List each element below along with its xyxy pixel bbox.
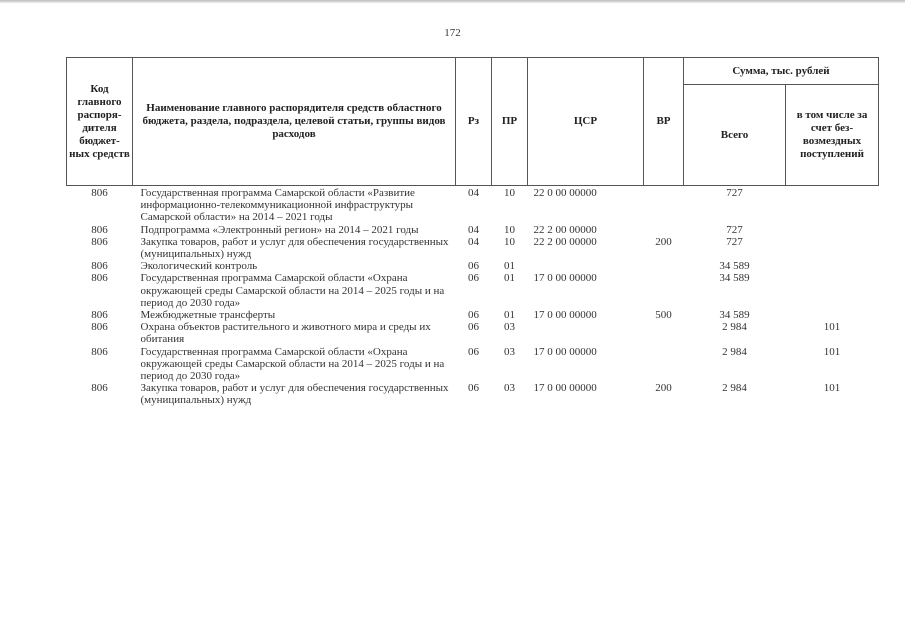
table-row — [67, 382, 879, 406]
row-total: 2 984 — [722, 321, 747, 334]
row-csr: 22 0 00 00000 — [533, 187, 597, 199]
row-total: 2 984 — [722, 345, 747, 358]
row-rz: 06 — [468, 260, 479, 273]
row-csr — [528, 321, 644, 345]
table-row — [67, 224, 879, 236]
row-code: 806 — [91, 223, 108, 236]
scan-top-edge — [0, 0, 905, 3]
budget-table — [66, 57, 879, 407]
row-total: 34 589 — [719, 260, 750, 273]
row-name: Государственная программа Самарской области «Развитие информационно-телекоммуникационной инфраструктуры Самарской области» на 2014 – 2021 годы — [140, 187, 415, 224]
row-pr: 03 — [504, 382, 515, 395]
row-code: 806 — [91, 321, 108, 334]
row-vr: 200 — [655, 382, 672, 395]
row-csr: 17 0 00 00000 — [533, 309, 597, 322]
row-csr: 17 0 00 00000 — [533, 272, 597, 285]
row-name: Охрана объектов растительного и животного мира и среды их обитания — [140, 321, 431, 346]
row-csr: 22 2 00 00000 — [533, 223, 597, 236]
row-free-funds: 101 — [823, 382, 841, 395]
row-free-funds: 101 — [823, 321, 841, 334]
header-total: Всего — [684, 85, 786, 186]
header-rz: Рз — [456, 58, 492, 186]
row-vr — [644, 224, 684, 236]
row-rz: 06 — [468, 382, 479, 395]
row-rz: 04 — [468, 223, 479, 236]
row-name: Закупка товаров, работ и услуг для обеспечения государственных (муниципальных) нужд — [140, 382, 449, 407]
table-row — [67, 186, 879, 224]
row-name: Межбюджетные трансферты — [140, 309, 276, 322]
row-free-funds — [786, 309, 879, 321]
row-pr: 10 — [504, 223, 515, 236]
row-pr: 03 — [504, 321, 515, 334]
row-vr: 500 — [655, 309, 672, 322]
row-rz: 06 — [468, 321, 479, 334]
row-code: 806 — [91, 260, 108, 273]
row-pr: 01 — [504, 272, 515, 285]
row-vr — [644, 186, 684, 224]
row-rz: 04 — [468, 235, 479, 248]
table-row — [67, 260, 879, 272]
header-name: Наименование главного распорядителя средств областного бюджета, раздела, подраздела, целевой статьи, группы видов расходов — [133, 58, 456, 186]
row-code: 806 — [91, 272, 108, 285]
row-rz: 04 — [468, 187, 479, 199]
row-pr: 01 — [504, 309, 515, 322]
row-vr — [644, 321, 684, 345]
row-free-funds — [786, 236, 879, 260]
row-code: 806 — [91, 235, 108, 248]
table-row — [67, 346, 879, 383]
row-rz: 06 — [468, 272, 479, 285]
row-csr: 22 2 00 00000 — [533, 235, 597, 248]
row-total: 727 — [726, 235, 743, 248]
page-number: 172 — [444, 27, 461, 39]
row-code: 806 — [91, 187, 108, 199]
row-total: 34 589 — [719, 272, 750, 285]
row-pr: 01 — [504, 260, 515, 273]
row-total: 2 984 — [722, 382, 747, 395]
row-total: 727 — [726, 223, 743, 236]
header-csr: ЦСР — [528, 58, 644, 186]
table-row — [67, 309, 879, 321]
table-row — [67, 236, 879, 260]
row-rz: 06 — [468, 345, 479, 358]
row-code: 806 — [91, 345, 108, 358]
row-pr: 10 — [504, 187, 515, 199]
row-vr — [644, 260, 684, 272]
header-vr: ВР — [644, 58, 684, 186]
header-pr: ПР — [492, 58, 528, 186]
row-free-funds: 101 — [823, 345, 841, 358]
row-csr: 17 0 00 00000 — [533, 382, 597, 395]
row-free-funds — [786, 224, 879, 236]
row-free-funds — [786, 272, 879, 309]
row-csr — [528, 260, 644, 272]
row-free-funds — [786, 186, 879, 224]
row-name: Экологический контроль — [140, 260, 258, 273]
table-row — [67, 321, 879, 345]
row-code: 806 — [91, 309, 108, 322]
row-free-funds — [786, 260, 879, 272]
row-total: 727 — [726, 187, 743, 199]
row-rz: 06 — [468, 309, 479, 322]
row-total: 34 589 — [719, 309, 750, 322]
row-pr: 10 — [504, 235, 515, 248]
table-header-row — [67, 58, 879, 85]
row-vr: 200 — [655, 235, 672, 248]
row-vr — [644, 346, 684, 383]
table-body — [67, 186, 879, 407]
header-free: в том числе за счет без-возмездных поступлений — [786, 85, 879, 186]
row-name: Государственная программа Самарской области «Охрана окружающей среды Самарской области на 2014 – 2025 годы и на период до 2030 года» — [140, 345, 445, 383]
row-csr: 17 0 00 00000 — [533, 345, 597, 358]
row-pr: 03 — [504, 345, 515, 358]
row-name: Подпрограмма «Электронный регион» на 2014 – 2021 годы — [140, 223, 419, 236]
header-sum-group: Сумма, тыс. рублей — [684, 58, 879, 85]
row-name: Закупка товаров, работ и услуг для обеспечения государственных (муниципальных) нужд — [140, 235, 449, 261]
header-code: Код главного распоря-дителя бюджет-ных средств — [67, 58, 133, 186]
row-vr — [644, 272, 684, 309]
row-code: 806 — [91, 382, 108, 395]
table-row — [67, 272, 879, 309]
row-name: Государственная программа Самарской области «Охрана окружающей среды Самарской области на 2014 – 2025 годы и на период до 2030 года» — [140, 272, 445, 309]
